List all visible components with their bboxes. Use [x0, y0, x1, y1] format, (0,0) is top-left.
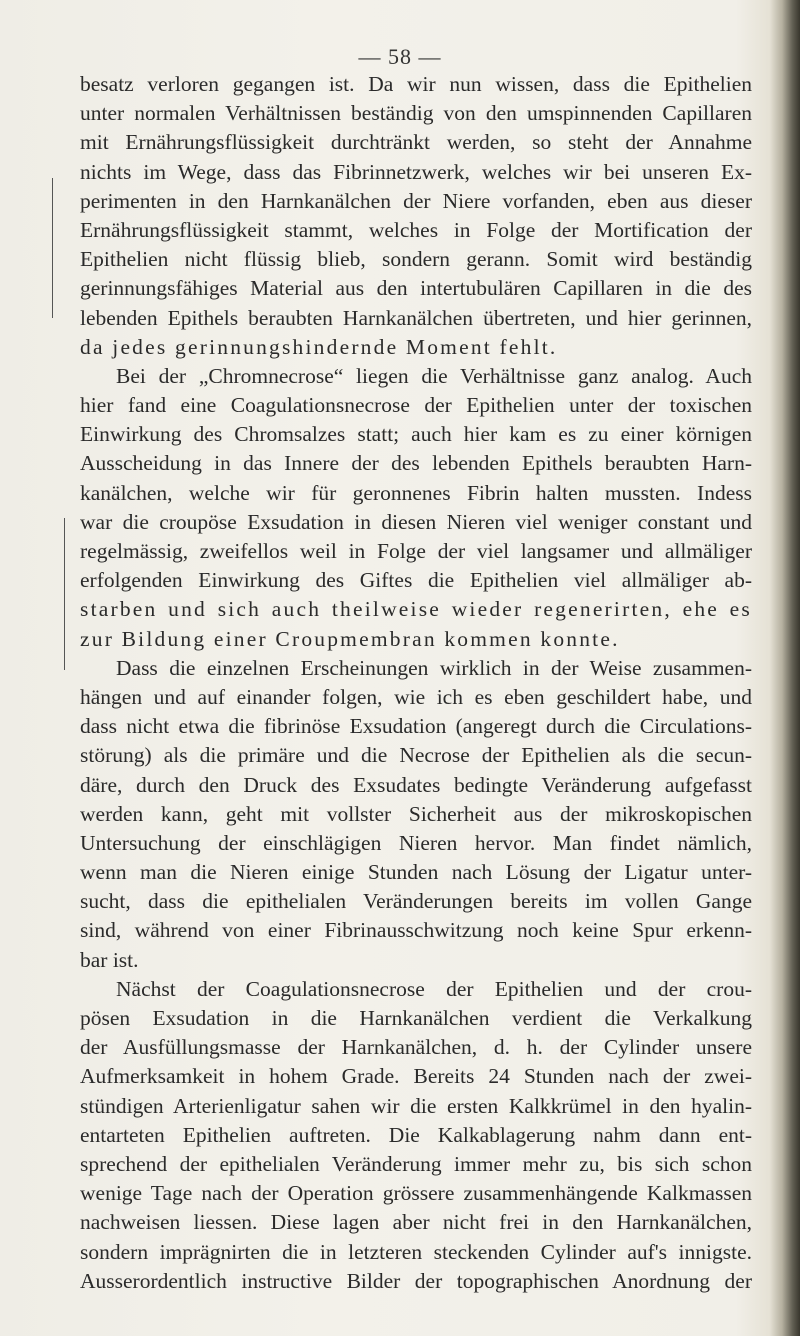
text-line: starben und sich auch theilweise wieder regenerirten, ehe es [80, 597, 752, 622]
text-line: dass nicht etwa die fibrinöse Exsudation (angeregt durch die Circulations- [80, 714, 752, 739]
text-line: kanälchen, welche wir für geronnenes Fibrin halten mussten. Indess [80, 480, 752, 505]
text-line: sprechend der epithelialen Veränderung immer mehr zu, bis sich schon [80, 1151, 752, 1176]
text-line: Ausscheidung in das Innere der des lebenden Epithels beraubten Harn- [80, 451, 752, 476]
text-line: zur Bildung einer Croupmembran kommen konnte. [80, 626, 620, 651]
text-line: Bei der „Chromnecrose“ liegen die Verhältnisse ganz analog. Auch [116, 363, 752, 388]
text-line: sind, während von einer Fibrinausschwitzung noch keine Spur erkenn- [80, 918, 752, 943]
text-line: däre, durch den Druck des Exsudates bedingte Veränderung aufgefasst [80, 772, 752, 797]
text-line: regelmässig, zweifellos weil in Folge der viel langsamer und allmäliger [80, 539, 752, 563]
text-line: sondern imprägnirten die in letzteren steckenden Cylinder auf's innigste. [80, 1239, 752, 1264]
text-line: entarteten Epithelien auftreten. Die Kalkablagerung nahm dann ent- [80, 1122, 752, 1147]
text-line: hier fand eine Coagulationsnecrose der Epithelien unter der toxischen [80, 393, 752, 418]
text-line: Nächst der Coagulationsnecrose der Epithelien und der crou- [116, 976, 752, 1001]
text-line: lebenden Epithels beraubten Harnkanälchen übertreten, und hier gerinnen, [80, 305, 752, 330]
text-line: pösen Exsudation in die Harnkanälchen verdient die Verkalkung [80, 1006, 752, 1030]
text-line: hängen und auf einander folgen, wie ich es eben geschildert habe, und [80, 684, 752, 709]
text-line: mit Ernährungsflüssigkeit durchtränkt werden, so steht der Annahme [80, 130, 752, 155]
text-line: Untersuchung der einschlägigen Nieren hervor. Man findet nämlich, [80, 830, 752, 855]
text-line: stündigen Arterienligatur sahen wir die ersten Kalkkrümel in den hyalin- [80, 1093, 752, 1118]
text-line: besatz verloren gegangen ist. Da wir nun wissen, dass die Epithelien [80, 72, 752, 96]
text-line: da jedes gerinnungshindernde Moment fehlt. [80, 334, 558, 359]
margin-pencil-mark [64, 518, 65, 670]
text-line: störung) als die primäre und die Necrose der Epithelien als die secun- [80, 743, 752, 768]
text-line: Ausserordentlich instructive Bilder der topographischen Anordnung der [80, 1268, 752, 1293]
text-line: unter normalen Verhältnissen beständig von den umspinnenden Capillaren [80, 101, 752, 126]
text-line: Dass die einzelnen Erscheinungen wirklich in der Weise zusammen- [116, 655, 752, 680]
body-text [80, 70, 752, 1296]
text-line: perimenten in den Harnkanälchen der Niere vorfanden, eben aus dieser [80, 188, 752, 213]
text-line: werden kann, geht mit vollster Sicherheit aus der mikroskopischen [80, 801, 752, 826]
text-line: Epithelien nicht flüssig blieb, sondern gerann. Somit wird beständig [80, 247, 752, 272]
text-line: wenn man die Nieren einige Stunden nach Lösung der Ligatur unter- [80, 860, 752, 885]
text-line: wenige Tage nach der Operation grössere zusammenhängende Kalkmassen [80, 1181, 752, 1206]
page-number: — 58 — [358, 44, 442, 69]
text-line: erfolgenden Einwirkung des Giftes die Epithelien viel allmäliger ab- [80, 568, 752, 593]
text-line: sucht, dass die epithelialen Veränderungen bereits im vollen Gange [80, 889, 752, 914]
text-line: Aufmerksamkeit in hohem Grade. Bereits 24 Stunden nach der zwei- [80, 1064, 752, 1089]
text-line: bar ist. [80, 947, 139, 972]
text-line: war die croupöse Exsudation in diesen Nieren viel weniger constant und [80, 509, 752, 534]
text-line: nachweisen liessen. Diese lagen aber nicht frei in den Harnkanälchen, [80, 1210, 752, 1235]
text-line: gerinnungsfähiges Material aus den intertubulären Capillaren in die des [80, 276, 752, 301]
text-line: der Ausfüllungsmasse der Harnkanälchen, d. h. der Cylinder unsere [80, 1035, 752, 1060]
text-line: Einwirkung des Chromsalzes statt; auch hier kam es zu einer körnigen [80, 422, 752, 447]
text-line: Ernährungsflüssigkeit stammt, welches in Folge der Mortification der [80, 217, 752, 242]
margin-pencil-mark [52, 178, 53, 318]
book-binding-edge [770, 0, 800, 1336]
text-line: nichts im Wege, dass das Fibrinnetzwerk, welches wir bei unseren Ex- [80, 159, 752, 184]
